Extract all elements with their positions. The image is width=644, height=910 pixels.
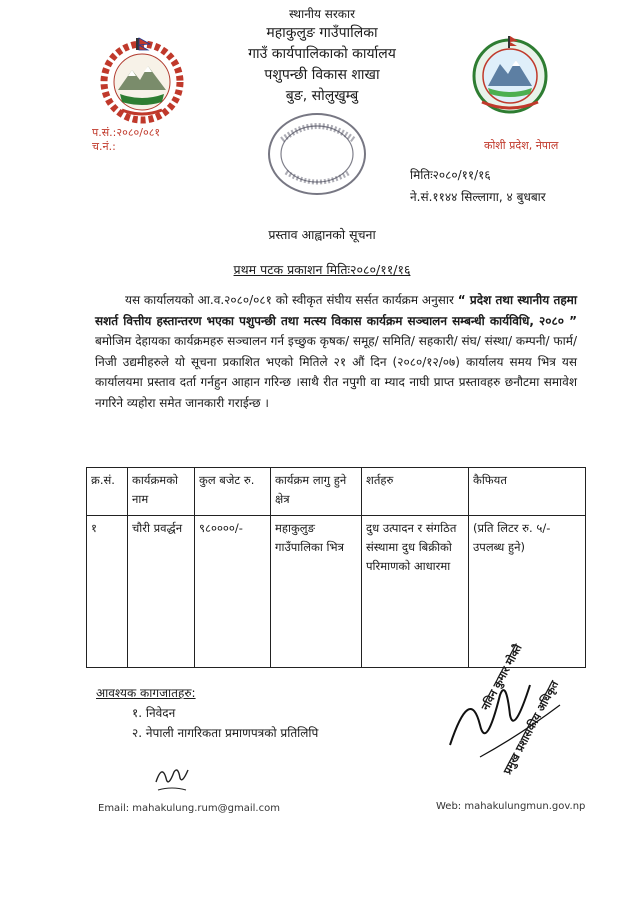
- signatory-title: प्रमुख प्रशासकीय अधिकृत: [500, 678, 562, 777]
- date-bs: मितिः२०८०/११/१६: [410, 168, 491, 182]
- document-item: १. निवेदन: [132, 706, 176, 720]
- col-header-program: कार्यक्रमको नाम: [128, 468, 195, 516]
- dispatch-number: च.नं.:: [92, 140, 116, 153]
- required-documents: [96, 683, 318, 743]
- document-item: २. नेपाली नागरिकता प्रमाणपत्रको प्रतिलिपि: [132, 726, 319, 740]
- body-details: बमोजिम देहायका कार्यक्रमहरु सञ्चालन गर्न इच्छुक कृषक/ समूह/ समिति/ सहकारी/ संघ/ संस्था/ कम्पनी/ फार्म/ निजी उद्यमीहरुले यो सूचना प्रकाशित भएको मितिले २१ औं दिन (२०८०/१२/०७) कार्यालय समय भित्र यस कार्यालयमा प्रस्ताव दर्ता गर्नहुन आहान गरिन्छ ।साथै रीत नपुगी वा म्याद नाघी प्राप्त प्रस्तावहरु छनौटमा समावेश नगरिने व्यहोरा समेत जानकारी गराईन्छ ।: [95, 334, 577, 410]
- header-municipality: महाकुलुङ गाउँपालिका: [266, 25, 378, 41]
- header-section: पशुपन्छी विकास शाखा: [264, 67, 380, 83]
- col-header-remarks: कैफियत: [469, 468, 586, 516]
- date-nepal-sambat: ने.सं.११४४ सिल्लागा, ४ बुधबार: [410, 190, 546, 204]
- fiscal-year-reference: प.सं.:२०८०/०८१: [92, 126, 161, 139]
- notice-title: प्रस्ताव आह्वानको सूचना: [268, 227, 376, 242]
- col-header-conditions: शर्तहरु: [362, 468, 469, 516]
- signatory-name: नविन कुमार मोक्तै: [478, 642, 525, 713]
- program-table: [86, 467, 586, 668]
- footer-email: Email: mahakulung.rum@gmail.com: [98, 803, 280, 814]
- cell-budget: ९८००००/-: [195, 516, 271, 668]
- col-header-area: कार्यक्रम लागु हुने क्षेत्र: [271, 468, 362, 516]
- notice-body: [95, 290, 577, 413]
- documents-heading: आवश्यक कागजातहरु:: [96, 686, 196, 700]
- cell-conditions: दुध उत्पादन र संगठित संस्थामा दुध बिक्रीको परिमाणको आधारमा: [362, 516, 469, 668]
- municipality-logo: [470, 34, 550, 116]
- cell-area: महाकुलुङ गाउँपालिका भित्र: [271, 516, 362, 668]
- table-header-row: [87, 468, 586, 516]
- body-procedure-name: “ प्रदेश तथा स्थानीय तहमा सशर्त वित्तीय हस्तान्तरण भएका पशुपन्छी तथा मत्स्य विकास कार्यक्रम सञ्चालन सम्बन्धी कार्यविधि, २०८० ”: [95, 293, 577, 328]
- header-local-government: स्थानीय सरकार: [289, 7, 355, 21]
- publication-date: प्रथम पटक प्रकाशन मितिः२०८०/११/१६: [233, 262, 411, 277]
- col-header-budget: कुल बजेट रु.: [195, 468, 271, 516]
- footer-website: Web: mahakulungmun.gov.np: [436, 801, 586, 812]
- header-address: बुङ, सोलुखुम्बु: [285, 88, 359, 104]
- body-intro: यस कार्यालयको आ.व.२०८०/०८१ को स्वीकृत संघीय सर्सत कार्यक्रम अनुसार: [125, 293, 454, 307]
- col-header-sn: क्र.सं.: [87, 468, 128, 516]
- cell-program: चौरी प्रवर्द्धन: [128, 516, 195, 668]
- province-label: कोशी प्रदेश, नेपाल: [484, 139, 559, 152]
- initials-signature: [152, 760, 192, 796]
- office-stamp: [262, 100, 372, 200]
- cell-remarks: (प्रति लिटर रु. ५/- उपलब्ध हुने): [469, 516, 586, 668]
- cell-sn: १: [87, 516, 128, 668]
- header-office: गाउँ कार्यपालिकाको कार्यालय: [248, 46, 396, 62]
